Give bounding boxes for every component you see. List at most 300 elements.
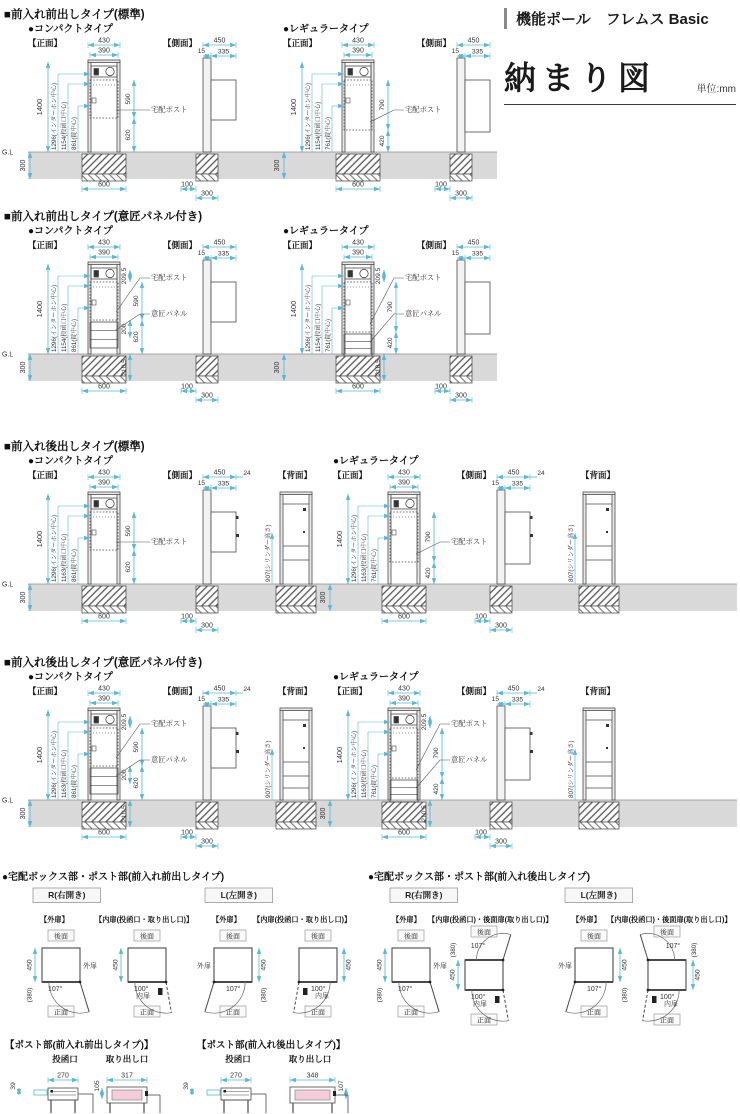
tag-label: R(右開き): [48, 890, 86, 900]
box-plan: [128, 948, 166, 982]
back-cylinder: [303, 747, 305, 749]
design-panel: [344, 334, 372, 356]
inner-leaf-icon: [158, 988, 163, 995]
dim-label: 15: [197, 48, 205, 55]
slot-body: [48, 1088, 78, 1100]
side-pole: [203, 58, 211, 152]
footing: [450, 376, 472, 383]
design-panel-label: 意匠パネル: [405, 309, 442, 318]
rear-knob: [530, 516, 533, 519]
door-section-title: ●宅配ボックス部・ポスト部(前入れ後出しタイプ): [368, 872, 591, 883]
product-name: 機能ポール フレムス Basic: [504, 8, 736, 29]
dim-label: 15: [491, 696, 499, 703]
dim-label: 1400: [35, 746, 44, 764]
dim-label: 209.5: [121, 713, 128, 731]
swing-angle: 107°: [587, 986, 602, 993]
swing-angle: 100°: [660, 994, 675, 1001]
side-view-label: 【側面】: [163, 240, 198, 250]
dim-label: 430: [352, 239, 364, 247]
slot-dot: [224, 1090, 227, 1093]
back-cylinder: [303, 531, 305, 533]
lock-mark: [392, 530, 396, 535]
dim-label: 620: [133, 331, 140, 343]
footing: [196, 606, 218, 613]
lock-mark: [92, 746, 96, 751]
pole-cap: [88, 262, 120, 265]
design-panel-label: 意匠パネル: [451, 755, 488, 764]
dim-label: 450: [467, 239, 480, 247]
dim-label: 107: [338, 1080, 345, 1092]
camera-ring: [406, 499, 414, 507]
back-view-label: 【背面】: [581, 470, 616, 480]
dim-label: 390: [98, 695, 110, 703]
dim-label: 335: [471, 48, 484, 56]
swing-dim-label: (380): [621, 987, 629, 1003]
side-view-label: 【側面】: [417, 240, 452, 250]
dim-label: 390: [98, 47, 110, 55]
dim-label: 450: [213, 469, 226, 477]
height-label: 1296(インターホン中心): [351, 514, 358, 582]
side-box: [465, 80, 490, 132]
footing: [579, 606, 619, 613]
dim-label: 270: [230, 1072, 242, 1080]
dim-label: 317: [121, 1072, 133, 1080]
slot-dot: [51, 1090, 54, 1093]
intercom: [94, 717, 99, 724]
dim-label: 300: [274, 159, 281, 172]
pole-cap: [388, 708, 420, 711]
back-post: [280, 710, 283, 800]
dim-label: 300: [201, 392, 213, 400]
footing: [82, 174, 126, 181]
cylinder-label: 807(シリンダー高さ): [568, 524, 575, 582]
door-leaf-label: 外扉: [558, 963, 572, 970]
dim-label: 600: [398, 829, 410, 837]
lock-mark: [346, 300, 350, 305]
foundation: [336, 154, 380, 174]
dim-label: 430: [98, 685, 110, 693]
design-panel: [390, 780, 418, 802]
dim-label: 590: [125, 525, 132, 537]
door-open-line: [205, 982, 214, 1012]
side-view-label: 【側面】: [163, 686, 198, 696]
dim-label: 420: [433, 783, 440, 795]
section-title: ■前入れ後出しタイプ(標準): [4, 441, 145, 453]
pole-post: [342, 264, 345, 354]
dim-label: 600: [98, 181, 110, 189]
box-plan: [392, 948, 430, 982]
door-leaf-label: 外扉: [197, 963, 211, 970]
pole-post: [88, 62, 91, 152]
tag-label: R(右開き): [405, 890, 443, 900]
type-subtitle: ●コンパクトタイプ: [28, 456, 113, 467]
dim-label: 270: [57, 1072, 69, 1080]
dim-label: 210.5: [121, 359, 128, 376]
design-panel: [90, 322, 118, 348]
back-post: [309, 710, 312, 800]
foundation: [490, 802, 512, 822]
dim-label: 335: [217, 480, 230, 488]
front-view-label: 【正面】: [28, 686, 63, 696]
dim-label: 100: [181, 383, 193, 391]
foundation: [276, 586, 316, 606]
gl-label: G.L: [2, 581, 14, 589]
foundation: [579, 586, 619, 606]
dim-label: 100: [475, 613, 487, 621]
dim-label: 100: [181, 613, 193, 621]
section-title: ■前入れ前出しタイプ(意匠パネル付き): [4, 211, 203, 223]
dim-label: 430: [98, 239, 110, 247]
post-item-label: 取り出し口: [105, 1054, 149, 1064]
footing: [336, 376, 380, 383]
latch: [145, 1091, 148, 1096]
pole-cap: [342, 262, 374, 265]
dim-label: 300: [20, 159, 27, 172]
hinge-dot: [79, 981, 82, 984]
side-view-label: 【側面】: [457, 686, 492, 696]
back-post: [583, 494, 586, 584]
back-post: [612, 710, 615, 800]
design-panel-label: 意匠パネル: [151, 755, 188, 764]
footing: [382, 822, 426, 829]
intercom: [348, 271, 353, 278]
intercom: [348, 69, 353, 76]
box-plan: [42, 948, 80, 982]
pole-cap: [88, 60, 120, 63]
back-view-label: 【背面】: [278, 686, 313, 696]
height-label: 861(錠中心): [71, 318, 78, 352]
pole-post: [342, 62, 345, 152]
delivery-box: [90, 728, 118, 766]
cylinder-knob: [236, 750, 239, 753]
design-panel-label: 意匠パネル: [151, 309, 188, 318]
slot-tick: [34, 1090, 47, 1095]
foundation: [450, 154, 472, 174]
dim-label: 390: [98, 479, 110, 487]
delivery-post-label: 宅配ポスト: [451, 719, 488, 728]
unit-note: 単位:mm: [696, 84, 736, 95]
pole-post: [117, 62, 120, 152]
dim-label: 430: [98, 469, 110, 477]
gl-label: G.L: [2, 797, 14, 805]
dim-label: 200: [121, 323, 128, 335]
type-subtitle: ●コンパクトタイプ: [28, 226, 113, 237]
dim-label: 15: [451, 250, 459, 257]
dim-label: 450: [213, 685, 226, 693]
dim-label: 1400: [35, 98, 44, 116]
footing: [196, 822, 218, 829]
dim-label: 590: [133, 741, 140, 753]
dim-label: 24: [243, 470, 251, 477]
back-view-label: 【背面】: [581, 686, 616, 696]
box-plan: [465, 960, 503, 990]
back-lock: [303, 724, 306, 727]
face-label: 後面: [54, 933, 68, 941]
dim-label: 39: [183, 1082, 190, 1090]
sheet-title: 納まり図: [504, 60, 657, 96]
dim-label: 300: [320, 807, 327, 820]
back-lock: [606, 724, 609, 727]
side-box: [505, 728, 530, 780]
gl-label: G.L: [2, 149, 14, 157]
pole-post: [371, 62, 374, 152]
hinge-dot: [165, 981, 168, 984]
dim-label: 790: [387, 301, 394, 313]
foundation: [196, 586, 218, 606]
dim-label: 300: [455, 392, 467, 400]
pole-post: [117, 494, 120, 584]
dim-label: 209.5: [375, 267, 382, 285]
pole-post: [388, 710, 391, 800]
dim-label: 620: [125, 561, 132, 573]
dim-label: 200: [121, 769, 128, 781]
dim-label: 300: [20, 807, 27, 820]
back-lock: [303, 508, 306, 511]
dim-label: 1400: [35, 300, 44, 318]
intercom: [394, 501, 399, 508]
dim-label: 300: [20, 591, 27, 604]
dim-label: 450: [26, 959, 34, 971]
dim-label: 39: [10, 1082, 17, 1090]
dim-label: 210.5: [421, 805, 428, 822]
camera-ring: [360, 269, 368, 277]
dim-label: 790: [379, 99, 386, 111]
back-post: [309, 494, 312, 584]
delivery-box: [90, 282, 118, 320]
cylinder-label: 807(シリンダー高さ): [568, 740, 575, 798]
dim-label: 300: [20, 361, 27, 374]
side-box: [211, 512, 236, 552]
rear-knob: [236, 516, 239, 519]
dim-label: 100: [181, 181, 193, 189]
dim-label: 590: [125, 93, 132, 105]
side-view-label: 【側面】: [417, 38, 452, 48]
door-view-label: 【内扉(投函口)・後面扉(取り出し口)】: [607, 915, 732, 924]
dim-label: 430: [98, 37, 110, 45]
side-box: [505, 512, 530, 564]
height-label: 1296(インターホン中心): [51, 82, 58, 150]
camera-ring: [106, 499, 114, 507]
cylinder-label: 907(シリンダー高さ): [265, 740, 272, 798]
door-open-line: [640, 935, 648, 960]
height-label: 1154(投函口中心): [61, 303, 68, 352]
dim-label: 390: [352, 47, 364, 55]
dim-label: 390: [398, 695, 410, 703]
footing: [196, 174, 218, 181]
sheet-title-row: [504, 53, 736, 105]
front-view-label: 【正面】: [28, 470, 63, 480]
footing: [276, 822, 316, 829]
front-view-label: 【正面】: [28, 38, 63, 48]
swing-angle: 107°: [398, 986, 413, 993]
cylinder-knob: [530, 534, 533, 537]
pole-post: [117, 264, 120, 354]
dim-label: 210.5: [375, 359, 382, 376]
side-box: [211, 282, 236, 322]
box-plan: [648, 960, 686, 990]
dim-label: 620: [125, 129, 132, 141]
type-subtitle: ●コンパクトタイプ: [28, 672, 113, 683]
intercom: [94, 69, 99, 76]
back-cap: [280, 708, 312, 711]
height-label: 761(錠中心): [371, 764, 378, 798]
delivery-post-label: 宅配ポスト: [151, 719, 188, 728]
height-label: 861(錠中心): [71, 116, 78, 150]
dim-label: 210.5: [121, 805, 128, 822]
dim-label: 15: [491, 480, 499, 487]
rear-swing-dim: (380): [691, 942, 698, 958]
side-pole: [203, 260, 211, 354]
dim-label: 24: [243, 686, 251, 693]
dim-label: 15: [197, 696, 205, 703]
dim-label: 450: [694, 969, 702, 981]
door-view-label: 【内扉(投函口・取り出し口)】: [95, 915, 194, 924]
dim-label: 100: [181, 829, 193, 837]
delivery-post-label: 宅配ポスト: [451, 537, 488, 546]
inner-leaf-icon: [495, 996, 500, 1003]
rear-knob: [530, 732, 533, 735]
back-cap: [583, 708, 615, 711]
door-open-line: [503, 990, 508, 1021]
height-label: 1296(インターホン中心): [51, 730, 58, 798]
side-view-label: 【側面】: [163, 470, 198, 480]
dim-label: 420: [425, 567, 432, 579]
dim-label: 620: [133, 777, 140, 789]
camera-ring: [106, 67, 114, 75]
height-label: 1296(インターホン中心): [305, 82, 312, 150]
height-label: 1163(投函口中心): [61, 533, 68, 582]
door-leaf-label: 外扉: [83, 963, 97, 970]
back-post: [612, 494, 615, 584]
face-label: 後面: [226, 933, 240, 941]
hinge-dot: [647, 989, 650, 992]
dim-label: 600: [98, 829, 110, 837]
foundation: [382, 802, 426, 822]
intercom: [94, 501, 99, 508]
type-subtitle: ●レギュラータイプ: [333, 672, 419, 683]
dim-label: 209.5: [121, 267, 128, 285]
footing: [82, 376, 126, 383]
height-label: 761(錠中心): [325, 318, 332, 352]
foundation: [82, 802, 126, 822]
front-view-label: 【正面】: [333, 686, 368, 696]
door-view-label: 【内扉(投函口)・後面扉(取り出し口)】: [428, 915, 553, 924]
pole-cap: [388, 492, 420, 495]
back-cylinder: [606, 531, 608, 533]
face-label: 正面: [404, 1009, 418, 1017]
rear-knob: [236, 732, 239, 735]
dim-label: 15: [451, 48, 459, 55]
front-view-label: 【正面】: [28, 240, 63, 250]
front-view-label: 【正面】: [333, 470, 368, 480]
lock-mark: [92, 300, 96, 305]
dim-label: 430: [398, 685, 410, 693]
dim-label: 450: [260, 959, 268, 971]
footing: [276, 606, 316, 613]
dim-label: 1400: [289, 300, 298, 318]
height-label: 761(錠中心): [325, 116, 332, 150]
door-open-line: [503, 935, 511, 960]
dim-label: 450: [112, 959, 120, 971]
cylinder-knob: [236, 534, 239, 537]
face-label: 後面: [477, 929, 491, 937]
side-view-label: 【側面】: [163, 38, 198, 48]
hinge-dot: [502, 989, 505, 992]
footing: [82, 822, 126, 829]
door-view-label: 【外扉】: [212, 915, 241, 924]
dim-label: 390: [98, 249, 110, 257]
front-view-label: 【正面】: [283, 240, 318, 250]
lock-mark: [392, 746, 396, 751]
dim-label: 600: [98, 383, 110, 391]
rear-swing-angle: 107°: [470, 943, 486, 950]
footing: [579, 822, 619, 829]
tag-label: L(左開き): [220, 890, 257, 900]
delivery-box: [344, 80, 372, 130]
section-title: ■前入れ後出しタイプ(意匠パネル付き): [4, 657, 203, 669]
swing-angle: 107°: [48, 986, 63, 993]
pole-post: [88, 494, 91, 584]
height-label: 1163(投函口中心): [361, 533, 368, 582]
tag-label: L(左開き): [580, 890, 617, 900]
face-label: 後面: [404, 933, 418, 941]
back-view-label: 【背面】: [278, 470, 313, 480]
type-subtitle: ●レギュラータイプ: [283, 226, 369, 237]
height-label: 861(錠中心): [71, 548, 78, 582]
side-pole: [457, 260, 465, 354]
door-open-line: [430, 982, 439, 1012]
dim-label: 300: [320, 591, 327, 604]
type-subtitle: ●レギュラータイプ: [333, 456, 419, 467]
delivery-box: [390, 512, 418, 562]
delivery-post-label: 宅配ポスト: [405, 105, 442, 114]
dim-label: 430: [398, 469, 410, 477]
height-label: 761(錠中心): [371, 548, 378, 582]
footing: [336, 174, 380, 181]
pole-cap: [342, 60, 374, 63]
dim-label: 450: [213, 37, 226, 45]
dim-label: 450: [449, 969, 457, 981]
door-leaf-label: 内扉: [473, 1001, 487, 1008]
latch: [333, 1091, 336, 1096]
dim-label: 450: [467, 37, 480, 45]
dim-label: 209.5: [421, 713, 428, 731]
face-label: 正面: [54, 1009, 68, 1017]
footing: [490, 822, 512, 829]
dim-label: 348: [306, 1072, 319, 1080]
height-label: 1154(投函口中心): [315, 101, 322, 150]
foundation: [336, 356, 380, 376]
dim-label: 1400: [289, 98, 298, 116]
dim-label: 600: [352, 181, 364, 189]
swing-angle: 100°: [471, 994, 486, 1001]
cylinder-knob: [530, 750, 533, 753]
dim-label: 600: [352, 383, 364, 391]
dim-label: 420: [387, 337, 394, 349]
swing-dim-label: (380): [26, 987, 34, 1003]
delivery-box: [344, 282, 372, 332]
post-item-label: 投函口: [52, 1054, 78, 1064]
dim-label: 450: [621, 959, 629, 971]
height-label: 1296(インターホン中心): [305, 284, 312, 352]
foundation: [490, 586, 512, 606]
delivery-box: [390, 728, 418, 778]
face-label: 正面: [587, 1009, 601, 1017]
dim-label: 430: [352, 37, 364, 45]
dim-label: 450: [213, 239, 226, 247]
slot-tick: [207, 1090, 220, 1095]
dim-label: 100: [435, 383, 447, 391]
